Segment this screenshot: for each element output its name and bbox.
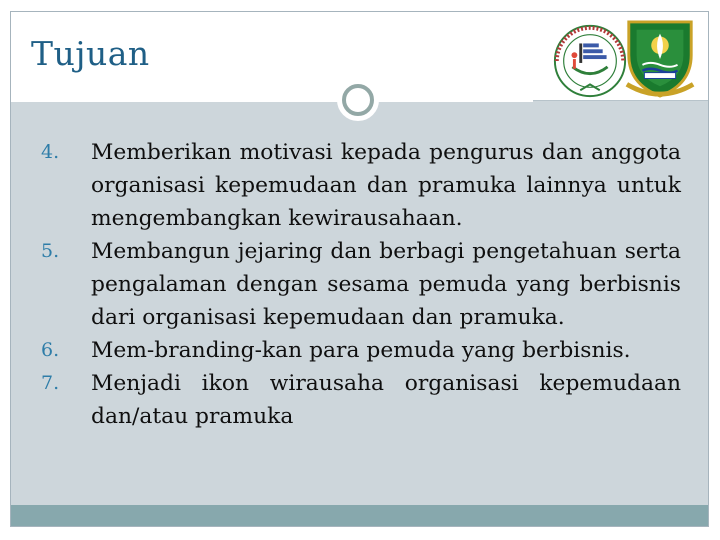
- list-item-text: Membangun jejaring dan berbagi pengetahuan serta pengalaman dengan sesama pemuda yang berbisnis dari organisasi kepemudaan dan pramuka.: [91, 239, 681, 330]
- list-item-number: 5.: [41, 240, 60, 262]
- kewirausahaan-pemuda-badge-icon: [551, 22, 629, 100]
- header-divider: [11, 100, 533, 102]
- list-item: [41, 367, 681, 433]
- list-item-text: Memberikan motivasi kepada pengurus dan anggota organisasi kepemudaan dan pramuka lainnya untuk mengembangkan kewirausahaan.: [91, 140, 681, 231]
- list-item-text: Menjadi ikon wirausaha organisasi kepemudaan dan/atau pramuka: [91, 371, 681, 429]
- list-item: [41, 334, 681, 367]
- slide-title: Tujuan: [31, 34, 150, 73]
- list-item: [41, 235, 681, 334]
- slide-footer-bar: [11, 505, 708, 526]
- list-item: [41, 136, 681, 235]
- slide: [10, 11, 709, 527]
- list-item-text: Mem-branding-kan para pemuda yang berbisnis.: [91, 338, 631, 363]
- objective-list: [41, 136, 681, 433]
- list-item-number: 7.: [41, 372, 60, 394]
- list-item-number: 6.: [41, 339, 60, 361]
- jawa-barat-emblem-icon: [621, 16, 699, 100]
- list-item-number: 4.: [41, 141, 60, 163]
- ring-ornament-icon: [337, 79, 379, 121]
